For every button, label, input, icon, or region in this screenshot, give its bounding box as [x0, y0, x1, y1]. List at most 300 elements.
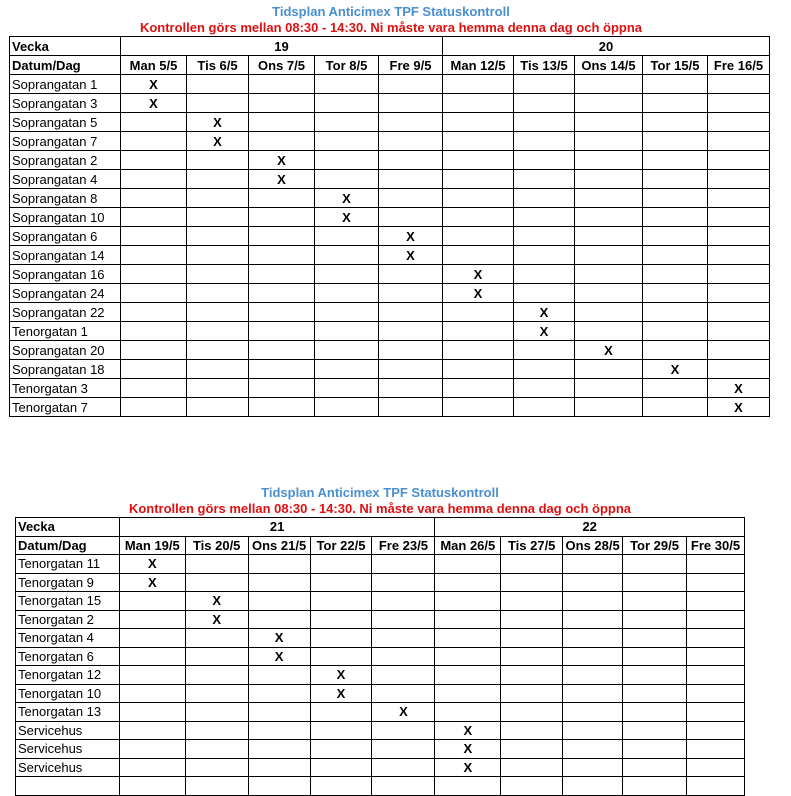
empty-cell [563, 666, 623, 685]
scheduled-mark: X [379, 227, 443, 246]
scheduled-mark: X [575, 341, 643, 360]
address-cell: Soprangatan 2 [10, 151, 121, 170]
table-row [16, 629, 745, 648]
empty-cell [686, 573, 744, 592]
address-cell: Tenorgatan 6 [16, 647, 120, 666]
address-cell: Tenorgatan 7 [10, 398, 121, 417]
schedule-sheet-1 [9, 4, 773, 417]
empty-cell [514, 132, 575, 151]
day-header: Tor 8/5 [315, 56, 379, 75]
week-row [16, 518, 745, 537]
empty-cell [686, 777, 744, 796]
empty-cell [187, 189, 249, 208]
empty-cell [119, 647, 185, 666]
address-cell: Tenorgatan 4 [16, 629, 120, 648]
empty-cell [435, 703, 501, 722]
empty-cell [185, 703, 248, 722]
empty-cell [185, 629, 248, 648]
empty-cell [643, 132, 708, 151]
scheduled-mark: X [708, 398, 770, 417]
empty-cell [187, 341, 249, 360]
empty-cell [435, 647, 501, 666]
empty-cell [379, 151, 443, 170]
empty-cell [623, 629, 687, 648]
empty-cell [623, 721, 687, 740]
empty-cell [686, 684, 744, 703]
empty-cell [575, 322, 643, 341]
empty-cell [372, 721, 435, 740]
empty-cell [249, 398, 315, 417]
scheduled-mark: X [315, 189, 379, 208]
empty-cell [575, 284, 643, 303]
empty-cell [187, 322, 249, 341]
empty-cell [623, 666, 687, 685]
empty-cell [563, 758, 623, 777]
address-cell: Soprangatan 20 [10, 341, 121, 360]
empty-cell [379, 322, 443, 341]
empty-cell [623, 758, 687, 777]
empty-cell [379, 94, 443, 113]
table-row [10, 303, 770, 322]
empty-cell [249, 132, 315, 151]
vecka-label: Vecka [16, 518, 120, 537]
empty-cell [187, 227, 249, 246]
scheduled-mark: X [514, 322, 575, 341]
empty-cell [643, 303, 708, 322]
table-row [16, 573, 745, 592]
empty-cell [575, 189, 643, 208]
table-row [10, 341, 770, 360]
empty-cell [315, 151, 379, 170]
scheduled-mark: X [185, 592, 248, 611]
empty-cell [623, 647, 687, 666]
empty-cell [623, 610, 687, 629]
scheduled-mark: X [185, 610, 248, 629]
empty-cell [643, 265, 708, 284]
empty-cell [249, 227, 315, 246]
scheduled-mark: X [514, 303, 575, 322]
table-row [16, 758, 745, 777]
empty-cell [248, 610, 310, 629]
empty-cell [435, 666, 501, 685]
address-cell: Soprangatan 18 [10, 360, 121, 379]
empty-cell [187, 170, 249, 189]
table-row [16, 740, 745, 759]
sheet-header [9, 4, 773, 36]
address-cell: Tenorgatan 13 [16, 703, 120, 722]
empty-cell [119, 703, 185, 722]
empty-cell [708, 151, 770, 170]
empty-cell [501, 629, 563, 648]
empty-cell [708, 75, 770, 94]
empty-cell [514, 94, 575, 113]
empty-cell [372, 740, 435, 759]
empty-cell [121, 113, 187, 132]
empty-cell [623, 555, 687, 574]
empty-cell [315, 246, 379, 265]
empty-cell [686, 721, 744, 740]
empty-cell [708, 113, 770, 132]
scheduled-mark: X [708, 379, 770, 398]
address-cell [16, 777, 120, 796]
empty-cell [708, 265, 770, 284]
empty-cell [119, 592, 185, 611]
empty-cell [379, 379, 443, 398]
address-cell: Soprangatan 24 [10, 284, 121, 303]
table-row [10, 398, 770, 417]
empty-cell [121, 265, 187, 284]
table-row [10, 379, 770, 398]
table-row [10, 360, 770, 379]
empty-cell [315, 132, 379, 151]
empty-cell [372, 777, 435, 796]
address-cell: Tenorgatan 9 [16, 573, 120, 592]
day-header: Tis 20/5 [185, 536, 248, 555]
empty-cell [501, 592, 563, 611]
empty-cell [310, 703, 372, 722]
sheet-title: Tidsplan Anticimex TPF Statuskontroll [261, 485, 499, 500]
empty-cell [379, 341, 443, 360]
empty-cell [249, 360, 315, 379]
datum-dag-label: Datum/Dag [16, 536, 120, 555]
empty-cell [643, 322, 708, 341]
address-cell: Soprangatan 4 [10, 170, 121, 189]
empty-cell [372, 555, 435, 574]
empty-cell [514, 208, 575, 227]
table-row [16, 703, 745, 722]
empty-cell [501, 610, 563, 629]
empty-cell [372, 573, 435, 592]
empty-cell [514, 360, 575, 379]
empty-cell [563, 592, 623, 611]
empty-cell [435, 555, 501, 574]
scheduled-mark: X [372, 703, 435, 722]
empty-cell [185, 666, 248, 685]
empty-cell [119, 740, 185, 759]
day-header: Man 26/5 [435, 536, 501, 555]
empty-cell [575, 170, 643, 189]
empty-cell [121, 341, 187, 360]
scheduled-mark: X [443, 284, 514, 303]
address-cell: Servicehus [16, 721, 120, 740]
empty-cell [185, 777, 248, 796]
empty-cell [443, 170, 514, 189]
scheduled-mark: X [435, 721, 501, 740]
empty-cell [187, 151, 249, 170]
empty-cell [187, 303, 249, 322]
empty-cell [249, 379, 315, 398]
empty-cell [501, 684, 563, 703]
empty-cell [575, 265, 643, 284]
empty-cell [643, 170, 708, 189]
empty-cell [379, 360, 443, 379]
day-header: Fre 30/5 [686, 536, 744, 555]
table-row [10, 151, 770, 170]
empty-cell [575, 113, 643, 132]
empty-cell [575, 360, 643, 379]
table-row [10, 189, 770, 208]
day-header: Tor 22/5 [310, 536, 372, 555]
day-header: Ons 14/5 [575, 56, 643, 75]
day-header: Fre 23/5 [372, 536, 435, 555]
empty-cell [501, 740, 563, 759]
empty-cell [443, 398, 514, 417]
empty-cell [372, 758, 435, 777]
empty-cell [514, 113, 575, 132]
address-cell: Soprangatan 10 [10, 208, 121, 227]
empty-cell [248, 758, 310, 777]
empty-cell [379, 265, 443, 284]
empty-cell [372, 647, 435, 666]
sheet-subtitle: Kontrollen görs mellan 08:30 - 14:30. Ni måste vara hemma denna dag och öppna [139, 20, 643, 35]
empty-cell [623, 573, 687, 592]
empty-cell [249, 322, 315, 341]
empty-cell [379, 303, 443, 322]
empty-cell [187, 246, 249, 265]
schedule-table [9, 36, 770, 417]
empty-cell [514, 379, 575, 398]
scheduled-mark: X [643, 360, 708, 379]
table-row [10, 322, 770, 341]
day-header: Man 5/5 [121, 56, 187, 75]
address-cell: Tenorgatan 10 [16, 684, 120, 703]
empty-cell [686, 647, 744, 666]
empty-cell [443, 379, 514, 398]
empty-cell [686, 703, 744, 722]
empty-cell [185, 555, 248, 574]
empty-cell [708, 246, 770, 265]
empty-cell [514, 227, 575, 246]
empty-cell [501, 666, 563, 685]
table-row [10, 75, 770, 94]
sheet-title: Tidsplan Anticimex TPF Statuskontroll [272, 4, 510, 19]
empty-cell [310, 555, 372, 574]
empty-cell [563, 740, 623, 759]
empty-cell [372, 592, 435, 611]
empty-cell [119, 666, 185, 685]
empty-cell [121, 189, 187, 208]
empty-cell [372, 684, 435, 703]
empty-cell [514, 170, 575, 189]
scheduled-mark: X [248, 647, 310, 666]
empty-cell [643, 227, 708, 246]
empty-cell [248, 666, 310, 685]
empty-cell [514, 75, 575, 94]
empty-cell [575, 208, 643, 227]
address-cell: Soprangatan 22 [10, 303, 121, 322]
vecka-label: Vecka [10, 37, 121, 56]
empty-cell [185, 740, 248, 759]
empty-cell [185, 758, 248, 777]
empty-cell [575, 379, 643, 398]
scheduled-mark: X [249, 151, 315, 170]
address-cell: Soprangatan 3 [10, 94, 121, 113]
day-header: Man 12/5 [443, 56, 514, 75]
scheduled-mark: X [119, 555, 185, 574]
empty-cell [310, 758, 372, 777]
scheduled-mark: X [121, 75, 187, 94]
empty-cell [708, 360, 770, 379]
empty-cell [310, 721, 372, 740]
empty-cell [379, 132, 443, 151]
empty-cell [686, 592, 744, 611]
empty-cell [119, 629, 185, 648]
empty-cell [315, 113, 379, 132]
table-row [10, 246, 770, 265]
scheduled-mark: X [315, 208, 379, 227]
empty-cell [563, 777, 623, 796]
address-cell: Tenorgatan 11 [16, 555, 120, 574]
empty-cell [643, 398, 708, 417]
sheet-header [15, 485, 745, 517]
empty-cell [310, 777, 372, 796]
day-header: Ons 21/5 [248, 536, 310, 555]
empty-cell [315, 398, 379, 417]
scheduled-mark: X [310, 684, 372, 703]
empty-cell [563, 555, 623, 574]
empty-cell [443, 94, 514, 113]
table-row [16, 555, 745, 574]
empty-cell [443, 151, 514, 170]
empty-cell [121, 303, 187, 322]
empty-cell [119, 684, 185, 703]
empty-cell [643, 189, 708, 208]
empty-cell [185, 573, 248, 592]
empty-cell [443, 246, 514, 265]
empty-cell [187, 284, 249, 303]
address-cell: Tenorgatan 12 [16, 666, 120, 685]
empty-cell [185, 684, 248, 703]
empty-cell [501, 703, 563, 722]
empty-cell [708, 227, 770, 246]
empty-cell [310, 573, 372, 592]
day-header: Fre 9/5 [379, 56, 443, 75]
scheduled-mark: X [187, 113, 249, 132]
empty-cell [249, 303, 315, 322]
empty-cell [643, 75, 708, 94]
empty-cell [310, 629, 372, 648]
empty-cell [563, 703, 623, 722]
empty-cell [121, 151, 187, 170]
empty-cell [643, 151, 708, 170]
empty-cell [708, 322, 770, 341]
empty-cell [379, 189, 443, 208]
empty-cell [379, 208, 443, 227]
empty-cell [121, 246, 187, 265]
empty-cell [119, 758, 185, 777]
empty-cell [501, 647, 563, 666]
empty-cell [514, 265, 575, 284]
empty-cell [372, 610, 435, 629]
empty-cell [643, 208, 708, 227]
empty-cell [249, 189, 315, 208]
table-row [10, 170, 770, 189]
empty-cell [708, 341, 770, 360]
empty-cell [310, 740, 372, 759]
empty-cell [643, 246, 708, 265]
empty-cell [315, 303, 379, 322]
day-header: Ons 28/5 [563, 536, 623, 555]
week-number: 20 [443, 37, 770, 56]
address-cell: Servicehus [16, 758, 120, 777]
empty-cell [443, 132, 514, 151]
table-row [16, 666, 745, 685]
empty-cell [315, 379, 379, 398]
day-header-row [16, 536, 745, 555]
scheduled-mark: X [121, 94, 187, 113]
empty-cell [249, 341, 315, 360]
empty-cell [501, 573, 563, 592]
empty-cell [310, 610, 372, 629]
empty-cell [575, 227, 643, 246]
day-header: Tor 15/5 [643, 56, 708, 75]
empty-cell [119, 721, 185, 740]
empty-cell [121, 379, 187, 398]
empty-cell [708, 189, 770, 208]
address-cell: Soprangatan 6 [10, 227, 121, 246]
empty-cell [686, 740, 744, 759]
table-row [10, 113, 770, 132]
empty-cell [686, 555, 744, 574]
empty-cell [643, 113, 708, 132]
empty-cell [501, 555, 563, 574]
day-header: Fre 16/5 [708, 56, 770, 75]
empty-cell [121, 360, 187, 379]
day-header: Man 19/5 [119, 536, 185, 555]
empty-cell [563, 684, 623, 703]
empty-cell [372, 629, 435, 648]
empty-cell [379, 284, 443, 303]
table-row [16, 592, 745, 611]
table-row [10, 265, 770, 284]
scheduled-mark: X [119, 573, 185, 592]
empty-cell [315, 265, 379, 284]
empty-cell [575, 398, 643, 417]
empty-cell [187, 265, 249, 284]
empty-cell [121, 398, 187, 417]
empty-cell [563, 647, 623, 666]
empty-cell [501, 758, 563, 777]
empty-cell [686, 610, 744, 629]
empty-cell [435, 684, 501, 703]
day-header: Tis 6/5 [187, 56, 249, 75]
empty-cell [443, 189, 514, 208]
empty-cell [514, 189, 575, 208]
empty-cell [121, 170, 187, 189]
empty-cell [310, 647, 372, 666]
empty-cell [310, 592, 372, 611]
table-row [10, 132, 770, 151]
empty-cell [501, 777, 563, 796]
scheduled-mark: X [435, 758, 501, 777]
empty-cell [443, 208, 514, 227]
empty-cell [575, 94, 643, 113]
empty-cell [248, 777, 310, 796]
empty-cell [315, 341, 379, 360]
empty-cell [249, 246, 315, 265]
table-row [16, 610, 745, 629]
address-cell: Tenorgatan 15 [16, 592, 120, 611]
empty-cell [514, 284, 575, 303]
empty-cell [563, 610, 623, 629]
empty-cell [514, 151, 575, 170]
empty-cell [379, 113, 443, 132]
address-cell: Servicehus [16, 740, 120, 759]
empty-cell [686, 629, 744, 648]
table-row [10, 227, 770, 246]
empty-cell [686, 758, 744, 777]
empty-cell [248, 573, 310, 592]
